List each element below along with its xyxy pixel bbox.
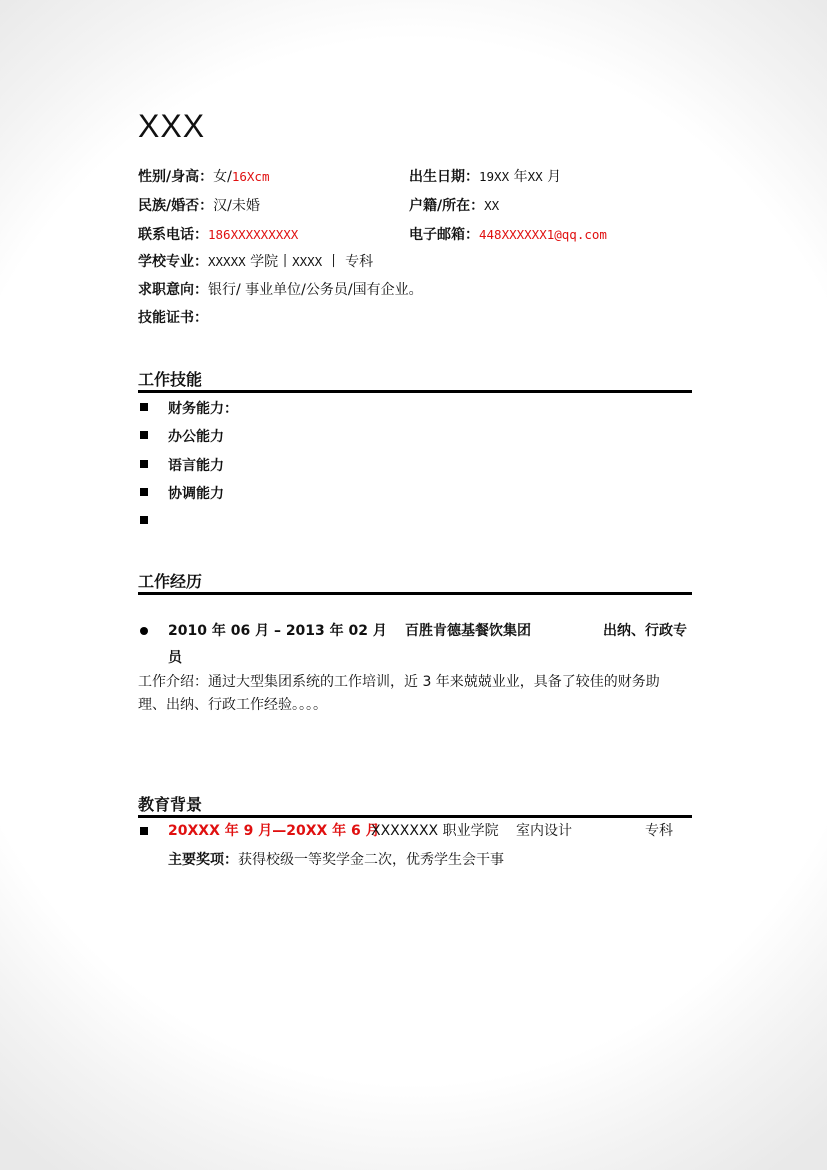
- school-college: 学院丨: [245, 254, 293, 270]
- birth-label: 出生日期：: [409, 169, 479, 185]
- education-school: XXXXXXX 职业学院: [371, 823, 499, 839]
- cert-row: [138, 309, 208, 327]
- ethnic-row: [138, 197, 260, 215]
- square-bullet-icon: [140, 460, 148, 468]
- school-degree: 丨 专科: [322, 254, 374, 270]
- education-degree: 专科: [645, 823, 673, 839]
- email-value[interactable]: 448XXXXXX1@qq.com: [479, 227, 607, 242]
- square-bullet-icon: [140, 403, 148, 411]
- experience-section-title: 工作经历: [138, 572, 203, 591]
- gender-value: 女/: [213, 169, 232, 185]
- round-bullet-icon: [140, 627, 148, 635]
- skill-item: 办公能力: [168, 429, 224, 445]
- skill-item: 协调能力: [168, 486, 224, 502]
- hukou-row: [409, 197, 499, 215]
- gender-height-label: 性别/身高：: [138, 169, 214, 185]
- skill-item: 财务能力：: [168, 401, 238, 417]
- education-period: 20XXX 年 9 月—20XX 年 6 月: [168, 823, 380, 839]
- intent-value: 银行/ 事业单位/公务员/国有企业。: [208, 282, 423, 298]
- phone-label: 联系电话：: [138, 227, 208, 243]
- ethnic-value: 汉/未婚: [213, 198, 260, 214]
- awards-label: 主要奖项：: [168, 852, 238, 868]
- birth-month: XX: [527, 169, 543, 184]
- experience-description: [138, 671, 698, 717]
- skill-item: 语言能力: [168, 458, 224, 474]
- description-line: 工作介绍：通过大型集团系统的工作培训，近 3 年来兢兢业业，具备了较佳的财务助: [138, 674, 660, 690]
- awards-row: [168, 851, 504, 869]
- birth-year: 19XX: [479, 169, 510, 184]
- birth-row: [409, 168, 561, 186]
- email-row: [409, 226, 607, 244]
- ethnic-label: 民族/婚否：: [138, 198, 214, 214]
- hukou-value: XX: [484, 198, 500, 213]
- experience-divider: [138, 592, 692, 595]
- email-label: 电子邮箱：: [409, 227, 479, 243]
- experience-company: 百胜肯德基餐饮集团: [405, 623, 531, 639]
- school-label: 学校专业：: [138, 254, 208, 270]
- birth-year-unit: 年: [513, 169, 528, 185]
- school-name: XXXXX: [208, 254, 246, 269]
- intent-label: 求职意向：: [138, 282, 208, 298]
- gender-height-row: [138, 168, 269, 186]
- education-divider: [138, 815, 692, 818]
- skills-section-title: 工作技能: [138, 370, 203, 389]
- experience-period: 2010 年 06 月 – 2013 年 02 月: [168, 623, 387, 639]
- cert-label: 技能证书：: [138, 310, 208, 326]
- phone-row: [138, 226, 298, 244]
- school-major: XXXX: [292, 254, 323, 269]
- square-bullet-icon: [140, 516, 148, 524]
- education-period-row: [168, 822, 380, 840]
- awards-value: 获得校级一等奖学金二次，优秀学生会干事: [238, 852, 504, 868]
- birth-month-unit: 月: [547, 169, 562, 185]
- square-bullet-icon: [140, 431, 148, 439]
- skills-divider: [138, 390, 692, 393]
- candidate-name: XXX: [138, 108, 206, 144]
- intent-row: [138, 281, 423, 299]
- education-major: 室内设计: [516, 823, 572, 839]
- hukou-label: 户籍/所在：: [409, 198, 485, 214]
- description-line: 理、出纳、行政工作经验。。。。: [138, 697, 327, 713]
- experience-position-cont: 员: [168, 650, 182, 666]
- education-section-title: 教育背景: [138, 795, 203, 814]
- height-value: 16Xcm: [231, 169, 270, 184]
- experience-position: 出纳、行政专: [603, 623, 687, 639]
- phone-value[interactable]: 186XXXXXXXXX: [208, 227, 299, 242]
- square-bullet-icon: [140, 488, 148, 496]
- square-bullet-icon: [140, 827, 148, 835]
- school-row: [138, 253, 373, 271]
